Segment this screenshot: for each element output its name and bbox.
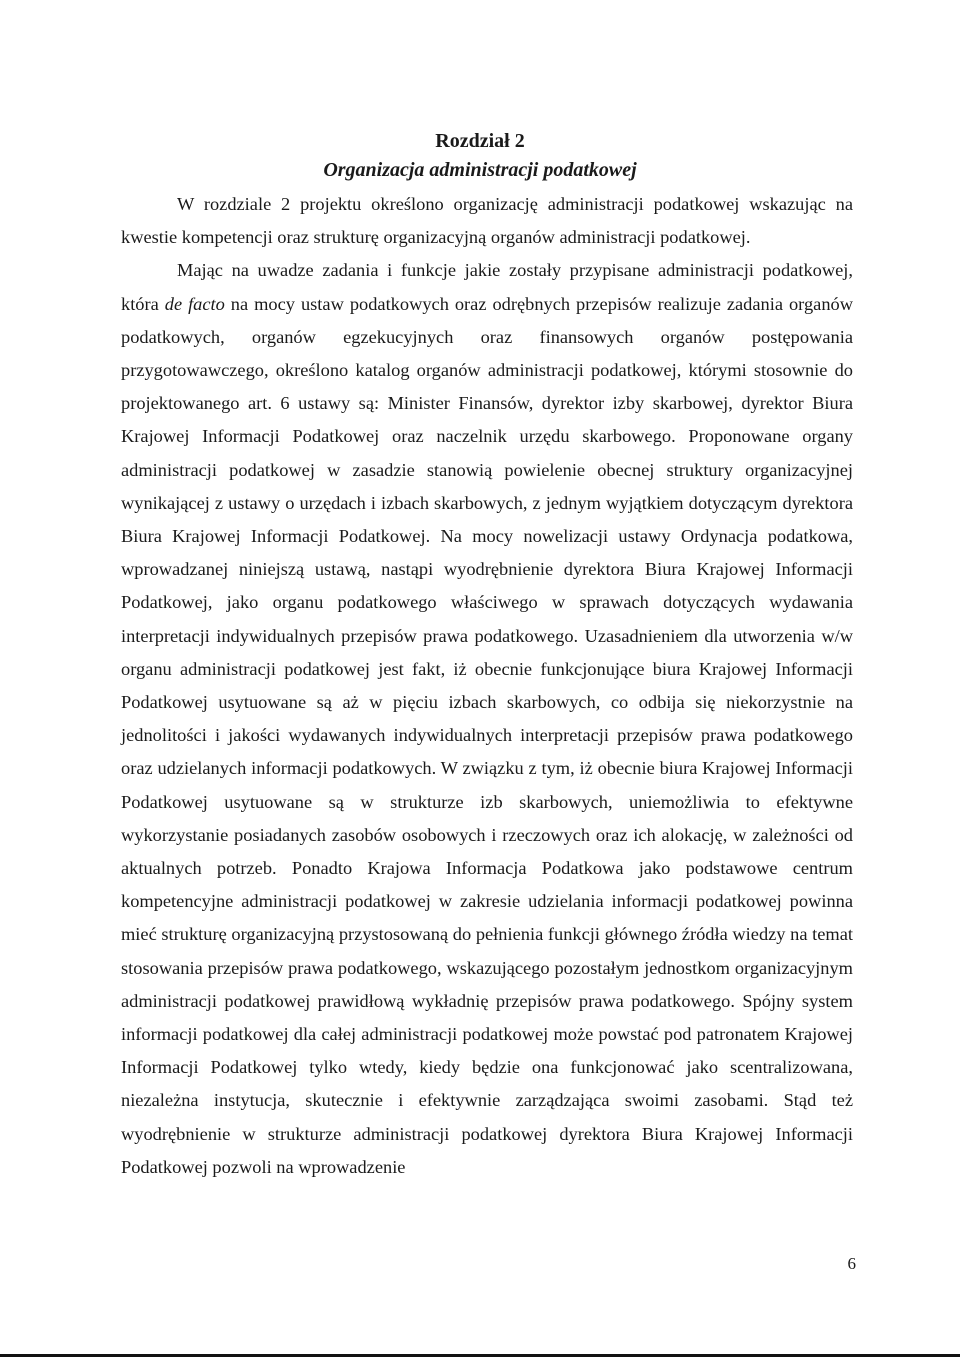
chapter-title: Rozdział 2 [435,130,525,152]
paragraph-main [121,254,853,1184]
paragraph-intro: W rozdziale 2 projektu określono organizację administracji podatkowej wskazując na kwestie kompetencji oraz strukturę organizacyjną organów administracji podatkowej. [121,194,853,248]
latin-phrase: de facto [164,293,225,314]
body-text [121,188,853,1184]
paragraph-main-rest: na mocy ustaw podatkowych oraz odrębnych przepisów realizuje zadania organów podatkowych, organów egzekucyjnych oraz finansowych organów postępowania przygotowawczego, określono katalog organów administracji podatkowej, którymi stosownie do projektowanego art. 6 ustawy są: Minister Finansów, dyrektor izby skarbowej, dyrektor Biura Krajowej Informacji Podatkowej oraz naczelnik urzędu skarbowego. Proponowane organy administracji podatkowej w zasadzie stanowią powielenie obecnej struktury organizacyjnej wynikającej z ustawy o urzędach i izbach skarbowych, z jednym wyjątkiem dotyczącym dyrektora Biura Krajowej Informacji Podatkowej. Na mocy nowelizacji ustawy Ordynacja podatkowa, wprowadzanej niniejszą ustawą, nastąpi wyodrębnienie dyrektora Biura Krajowej Informacji Podatkowej, jako organu podatkowego właściwego w sprawach dotyczących wydawania interpretacji indywidualnych przepisów prawa podatkowego. Uzasadnieniem dla utworzenia w/w organu administracji podatkowej jest fakt, iż obecnie funkcjonujące biura Krajowej Informacji Podatkowej usytuowane są aż w pięciu izbach skarbowych, co odbija się niekorzystnie na jednolitości i jakości wydawanych indywidualnych interpretacji przepisów prawa podatkowego oraz udzielanych informacji podatkowych. W związku z tym, iż obecnie biura Krajowej Informacji Podatkowej usytuowane są w strukturze izb skarbowych, uniemożliwia to efektywne wykorzystanie posiadanych zasobów osobowych i rzeczowych oraz ich alokację, w zależności od aktualnych potrzeb. Ponadto Krajowa Informacja Podatkowa jako podstawowe centrum kompetencyjne administracji podatkowej w zakresie udzielania informacji podatkowej powinna mieć strukturę organizacyjną przystosowaną do pełnienia funkcji głównego źródła wiedzy na temat stosowania przepisów prawa podatkowego, wskazującego pozostałym jednostkom organizacyjnym administracji podatkowej prawidłową wykładnię przepisów prawa podatkowego. Spójny system informacji podatkowej dla całej administracji podatkowej może powstać pod patronatem Krajowej Informacji Podatkowej tylko wtedy, kiedy będzie ona funkcjonować jako scentralizowana, niezależna instytucja, skutecznie i efektywnie zarządzająca swoimi zasobami. Stąd też wyodrębnienie w strukturze administracji podatkowej dyrektora Biura Krajowej Informacji Podatkowej pozwoli na wprowadzenie [121,293,853,1177]
chapter-subtitle: Organizacja administracji podatkowej [323,159,637,181]
page-number: 6 [847,1254,856,1273]
paragraph-main-start: Mając na uwadze zadania i funkcje jakie zostały przypisane administracji podatkowej, która [121,260,853,314]
